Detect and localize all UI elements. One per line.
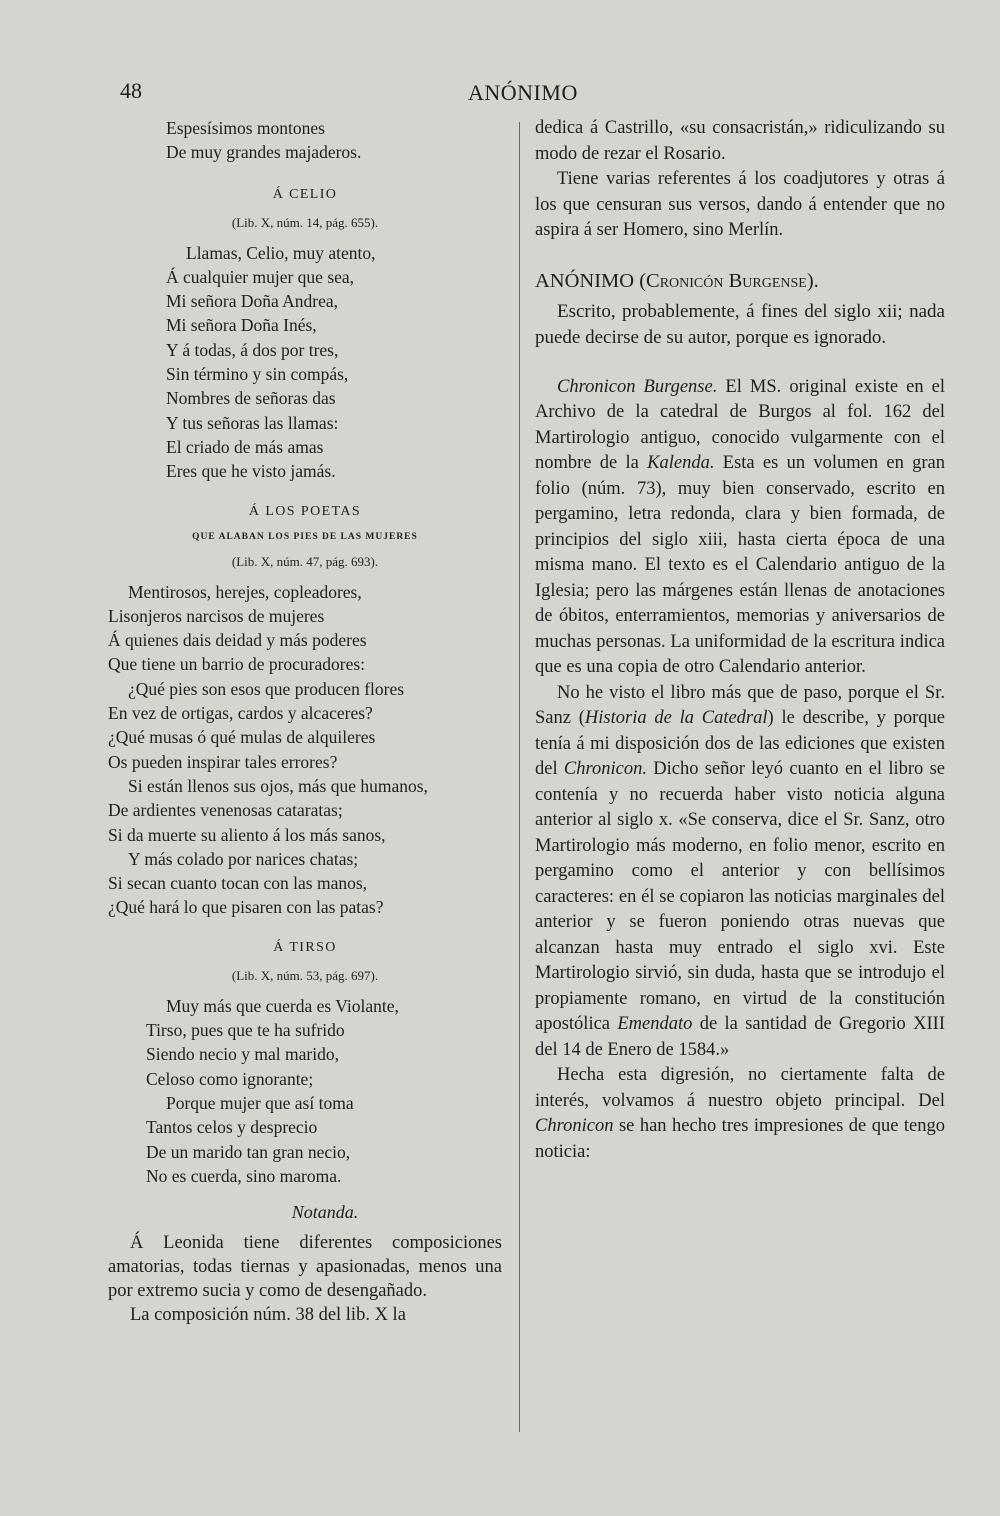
verse-line: Tirso, pues que te ha sufrido	[146, 1020, 345, 1041]
poem-poetas	[108, 580, 502, 920]
verse-line: Y tus señoras las llamas:	[166, 412, 339, 433]
verse-line: Mentirosos, herejes, copleadores,	[128, 581, 362, 602]
left-column	[108, 116, 502, 1327]
paragraph-continued: dedica á Castrillo, «su consacristán,» ridiculizando su modo de rezar el Rosario.	[535, 118, 945, 164]
verse-line: No es cuerda, sino maroma.	[146, 1165, 342, 1186]
verse-line: En vez de ortigas, cardos y alcaceres?	[108, 703, 373, 724]
verse-line: Mi señora Doña Inés,	[166, 315, 317, 336]
notanda-paragraph-2: La composición núm. 38 del lib. X la	[130, 1305, 406, 1326]
verse-line: Os pueden inspirar tales errores?	[108, 751, 338, 772]
text-run: Esta es un volumen en gran folio (núm. 73), muy bien conservado, escrito en pergamino, letra redonda, clara y bien formada, de principios del siglo xiii, hasta cierta época de una misma mano. El texto es el Calendario antiguo de la Iglesia; pero las márgenes están llenas de anotaciones de óbitos, enterramientos, memorias y aniversarios de muchas personas. La uniformidad de la escritura indica que es una copia de otro Calendario anterior.	[535, 453, 946, 677]
paragraph-chronicon	[535, 375, 945, 681]
poem-ref-celio: (Lib. X, núm. 14, pág. 655).	[231, 214, 379, 230]
poem-subtitle-poetas: QUE ALABAN LOS PIES DE LAS MUJERES	[192, 531, 418, 542]
paragraph-escrito: Escrito, probablemente, á fines del siglo xii; nada puede decirse de su autor, porque es ignorado.	[535, 300, 945, 348]
poem-title-poetas: Á LOS POETAS	[248, 503, 362, 519]
text-run: Hecha esta digresión, no ciertamente falta de interés, volvamos á nuestro objeto principal. Del	[535, 1065, 945, 1111]
poem-ref-tirso: (Lib. X, núm. 53, pág. 697).	[231, 967, 379, 983]
verse-line: De muy grandes majaderos.	[166, 142, 362, 163]
verse-line: Que tiene un barrio de procuradores:	[108, 654, 366, 675]
poem-title-tirso: Á TIRSO	[273, 939, 337, 955]
verse-line: ¿Qué musas ó qué mulas de alquileres	[108, 727, 376, 748]
text-run: No he visto el libro más que de paso, porque el Sr. Sanz (	[535, 682, 945, 728]
emendato-italic: Emendato	[617, 1014, 693, 1034]
verse-line: Tantos celos y desprecio	[146, 1117, 318, 1138]
verse-line: Espesísimos montones	[166, 118, 325, 138]
verse-line: Si secan cuanto tocan con las manos,	[108, 873, 368, 894]
running-title: ANÓNIMO	[468, 80, 578, 105]
verse-line: Siendo necio y mal marido,	[146, 1044, 339, 1065]
verse-line: ¿Qué hará lo que pisaren con las patas?	[108, 897, 384, 918]
chronicon-italic: Chronicon.	[563, 759, 647, 779]
verse-line: De ardientes venenosas cataratas;	[108, 800, 343, 821]
chronicon-italic: Chronicon	[535, 1116, 614, 1136]
verse-line: Y más colado por narices chatas;	[128, 848, 359, 869]
paragraph-coadjutores: Tiene varias referentes á los coadjutores y otras á los que censuran sus versos, dando á entender que no aspira á ser Homero, sino Merlín.	[535, 169, 945, 240]
opening-lines	[108, 116, 502, 165]
verse-line: Nombres de señoras das	[166, 388, 336, 409]
poem-ref-poetas: (Lib. X, núm. 47, pág. 693).	[231, 553, 379, 569]
verse-line: Si da muerte su aliento á los más sanos,	[108, 824, 386, 845]
page-number: 48	[120, 78, 142, 103]
section-heading	[535, 270, 945, 293]
verse-line: De un marido tan gran necio,	[146, 1141, 351, 1162]
verse-line: Muy más que cuerda es Violante,	[166, 995, 399, 1016]
verse-line: Á cualquier mujer que sea,	[166, 266, 355, 287]
text-run: de la santidad de Gregorio XIII del 14 de Enero de 1584.»	[535, 1014, 945, 1060]
text-run: ) le describe, y porque tenía á mi disposición dos de las ediciones que existen del	[535, 708, 946, 779]
poem-title-celio: Á CELIO	[272, 186, 338, 202]
text-run: se han hecho tres impresiones de que tengo noticia:	[535, 1116, 945, 1162]
chronicon-title: Chronicon Burgense.	[557, 376, 718, 397]
verse-line: Y á todas, á dos por tres,	[166, 339, 339, 360]
verse-line: El criado de más amas	[166, 436, 324, 457]
notanda-paragraph: Á Leonida tiene diferentes composiciones amatorias, todas tiernas y apasionadas, menos una por extremo sucia y como de desengañado.	[108, 1233, 502, 1302]
poem-celio	[108, 241, 502, 484]
poem-tirso	[108, 994, 502, 1188]
paragraph-hecha	[535, 1063, 945, 1165]
kalenda-italic: Kalenda.	[647, 453, 715, 473]
column-rule	[519, 122, 520, 1432]
verse-line: Eres que he visto jamás.	[166, 461, 336, 482]
verse-line: Sin término y sin compás,	[166, 364, 349, 385]
section-heading-name: ANÓNIMO	[535, 269, 635, 292]
verse-line: Mi señora Doña Andrea,	[166, 291, 339, 312]
section-heading-subtitle: (Cronicón Burgense).	[639, 269, 819, 292]
verse-line: Porque mujer que así toma	[166, 1092, 354, 1113]
text-run: El MS. original existe en el Archivo de la catedral de Burgos al fol. 162 del Martirologio antiguo, conocido vulgarmente con el nombre de la	[535, 376, 945, 473]
verse-line: Á quienes dais deidad y más poderes	[108, 630, 367, 651]
verse-line: Si están llenos sus ojos, más que humanos,	[128, 775, 428, 796]
verse-line: Llamas, Celio, muy atento,	[186, 242, 376, 263]
historia-italic: Historia de la Catedral	[584, 708, 768, 728]
notanda-title: Notanda.	[291, 1202, 359, 1223]
right-column	[535, 116, 945, 1165]
verse-line: Lisonjeros narcisos de mujeres	[108, 605, 325, 626]
text-run: Dicho señor leyó cuanto en el libro se contenía y no recuerda haber visto noticia alguna anterior al siglo x. «Se conserva, dice el Sr. Sanz, otro Martirologio más moderno, en folio menor, escrito en pergamino como el anterior y con bellísimos caracteres: en él se copiaron las noticias marginales del anterior y se fueron poniendo otras nuevas que alcanzan hasta muy entrado el siglo xvi. Este Martirologio sirvió, sin duda, hasta que se introdujo el propiamente romano, en virtud de la constitución apostólica	[535, 759, 945, 1034]
paragraph-no-he-visto	[535, 681, 945, 1064]
verse-line: Celoso como ignorante;	[146, 1068, 314, 1089]
verse-line: ¿Qué pies son esos que producen flores	[128, 678, 405, 699]
